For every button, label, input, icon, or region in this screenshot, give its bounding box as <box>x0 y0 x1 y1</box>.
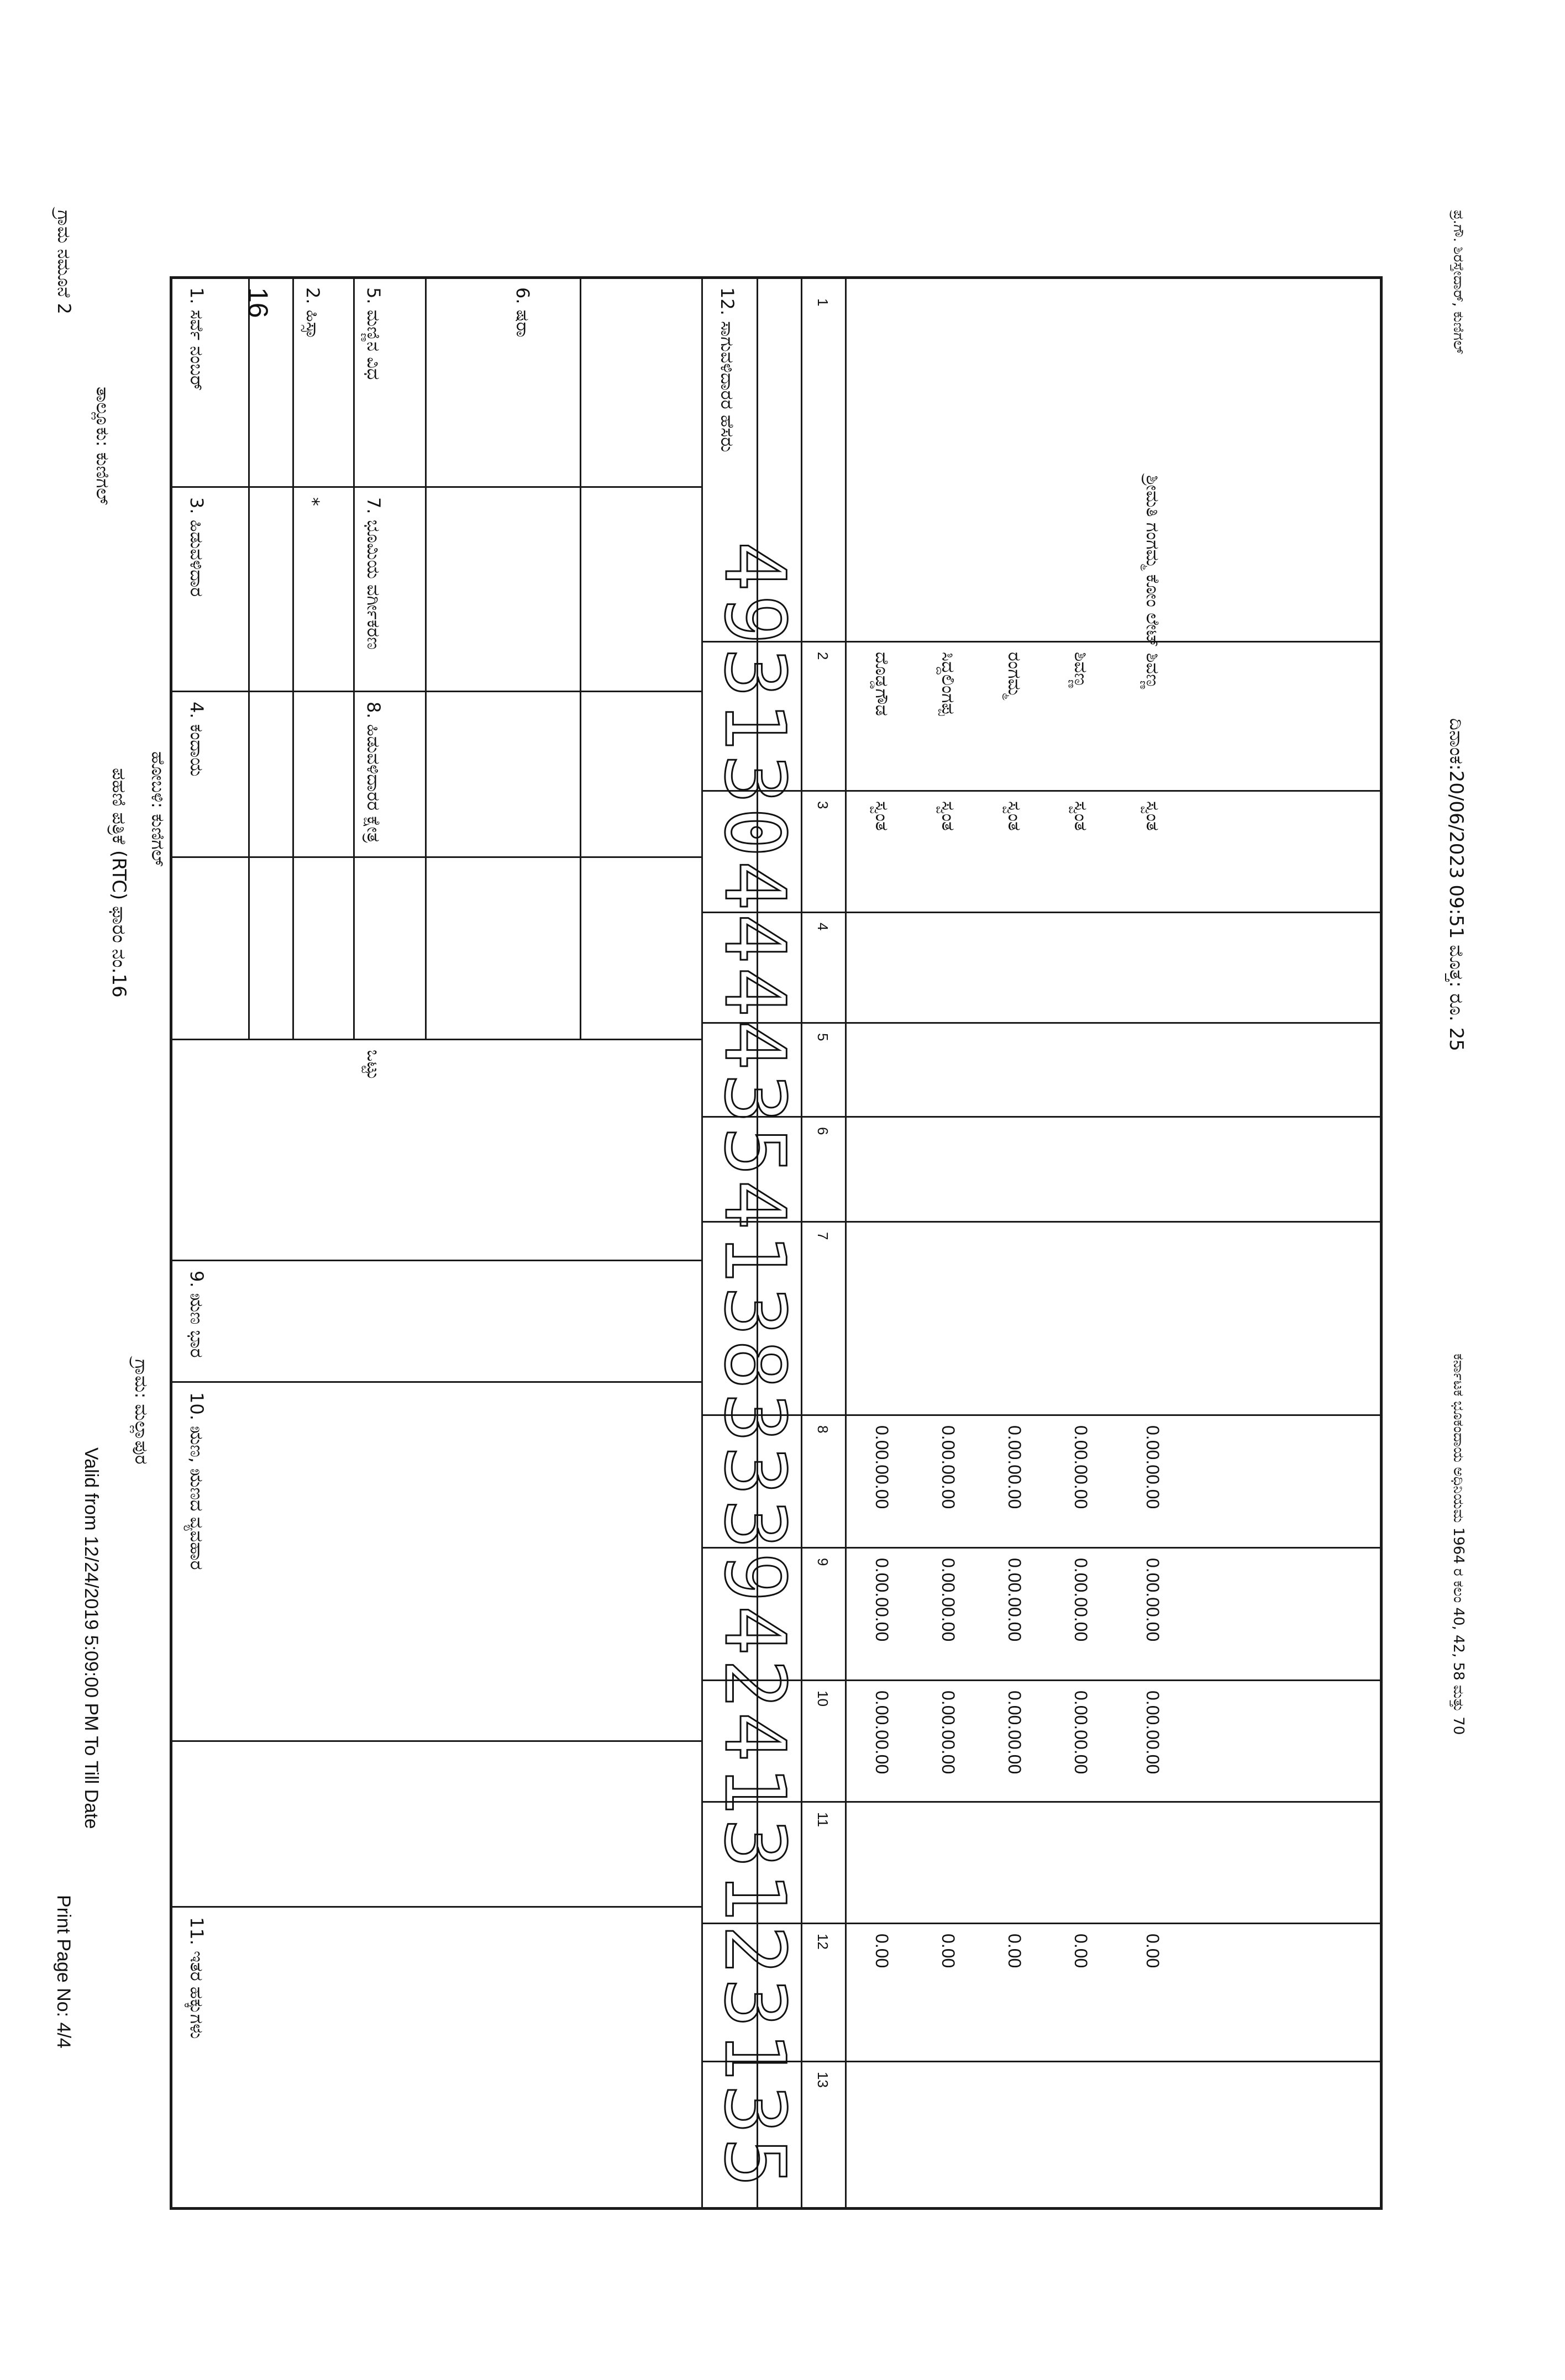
col-line <box>703 790 1383 792</box>
ownership: ಸ್ವಂತ <box>1070 801 1091 831</box>
hobli: ಹೋಬಳಿ: ಕುಣಿಗಲ್ <box>148 751 169 867</box>
col-number: 5 <box>815 1033 831 1041</box>
value-10: 0.00.00.00 <box>1143 1425 1163 1509</box>
col-line <box>172 486 703 488</box>
col-other-rights-label: 11. ಇತರ ಹಕ್ಕುಗಳು <box>186 1917 207 2039</box>
col-liability-label: 9. ಋಣ ಭಾರ <box>186 1271 207 1358</box>
col-holder-label: 3. ಹಿಡುವಳಿದಾರ <box>186 497 207 597</box>
table-top-border <box>170 276 172 2210</box>
col-line <box>172 1039 703 1040</box>
col-line <box>172 1740 703 1742</box>
value-10: 0.00.00.00 <box>938 1425 958 1509</box>
col-soil-label: 5. ಮಣ್ಣಿನ ವಿಧ <box>363 287 384 380</box>
row-line <box>701 276 703 2210</box>
signatory: ಪ್ರ.ಗೌ. ಶಿರಸ್ತೇದಾರ್, ಕುಣಿಗಲ್ <box>1450 210 1467 355</box>
col-line <box>703 1221 1383 1223</box>
col-number: 4 <box>815 923 831 931</box>
col-number: 1 <box>815 298 831 307</box>
col-cultivator-label: 12. ಸಾಗುವಳಿದಾರರ ಹೆಸರು <box>717 287 738 452</box>
print-page-no: Print Page No: 4/4 <box>53 1895 74 2049</box>
value-14: 0.00 <box>872 1934 892 1968</box>
col-number: 7 <box>815 1232 831 1240</box>
col-line <box>703 1679 1383 1681</box>
col-extent-label: 8. ಹಿಡುವಳಿದಾರರ ಕ್ಷೇತ್ರ <box>363 702 384 843</box>
value-10: 0.00.00.00 <box>1071 1425 1091 1509</box>
ownership: ಸ್ವಂತ <box>871 801 892 831</box>
watermark-number: 4931304444354138333942413123135 <box>706 541 802 2191</box>
taluk: ತಾಲ್ಲೂಕು: ಕುಣಿಗಲ್ <box>92 387 113 506</box>
col-classification-label: 7. ಭೂಮಿಯ ವರ್ಗೀಕರಣ <box>363 497 384 650</box>
value-14: 0.00 <box>1005 1934 1025 1968</box>
value-10: 0.00.00.00 <box>1005 1425 1025 1509</box>
col-line <box>703 1547 1383 1549</box>
col-line <box>703 1923 1383 1924</box>
row-line <box>845 276 847 2210</box>
value-11: 0.00.00.00 <box>1071 1558 1091 1642</box>
valid-from: Valid from 12/24/2019 5:09:00 PM To Till Date <box>81 1447 102 1829</box>
col-survey-label: 1. ಸರ್ವೆ ನಂಬರ್ <box>186 287 207 391</box>
cultivator-name: ಸಿದ್ದಲಿಂಗಪ್ಪ <box>938 652 959 716</box>
value-14: 0.00 <box>1143 1934 1163 1968</box>
cultivator-name: ಶಿವಣ್ಣ <box>1070 652 1091 688</box>
col-number: 3 <box>815 801 831 809</box>
col-line <box>172 691 703 692</box>
form-number: ಗ್ರಾಮ ನಮೂನೆ 2 <box>54 210 75 314</box>
cultivator-name: ದೊಡ್ಡಗೌಡ <box>871 652 892 716</box>
cultivator-name: ಶ್ರೀಮತಿ ಗಂಗಮ್ಮ ಕೋಂ ಲೇಟ್ ಶಿವಣ್ಣ <box>1142 475 1163 689</box>
value-11: 0.00.00.00 <box>1143 1558 1163 1642</box>
table-right-border <box>170 2207 1383 2210</box>
value-12: 0.00.00.00 <box>1005 1691 1025 1775</box>
survey-number: 16 <box>243 287 274 318</box>
value-11: 0.00.00.00 <box>1005 1558 1025 1642</box>
col-remarks-label: 6. ಷರಾ <box>512 287 533 338</box>
row-line <box>425 276 427 1039</box>
col-number: 10 <box>815 1691 831 1707</box>
value-10: 0.00.00.00 <box>872 1425 892 1509</box>
value-11: 0.00.00.00 <box>872 1558 892 1642</box>
row-line <box>248 276 250 1039</box>
col-number: 8 <box>815 1425 831 1434</box>
col-line <box>703 1414 1383 1416</box>
col-number: 13 <box>815 2072 831 2088</box>
hissa-value: * <box>302 497 323 506</box>
col-loan-label: 10. ಋಣ, ಋಣದ ವ್ಯವಹಾರ <box>186 1392 207 1570</box>
col-number: 11 <box>815 1812 831 1827</box>
row-line <box>580 276 581 1039</box>
value-12: 0.00.00.00 <box>938 1691 958 1775</box>
col-line <box>703 641 1383 643</box>
value-12: 0.00.00.00 <box>872 1691 892 1775</box>
table-left-border <box>170 276 1383 279</box>
value-11: 0.00.00.00 <box>938 1558 958 1642</box>
document-title: ಪಹಣಿ ಪತ್ರಿಕೆ (RTC) ಫಾರಂ ನಂ.16 <box>108 768 130 998</box>
col-line <box>172 1906 703 1908</box>
col-line <box>172 856 703 858</box>
col-number: 6 <box>815 1127 831 1135</box>
col-number: 2 <box>815 652 831 660</box>
col-line <box>703 912 1383 913</box>
col-total-label: ಒಟ್ಟು <box>363 1050 384 1080</box>
ownership: ಸ್ವಂತ <box>1004 801 1025 831</box>
col-line <box>172 1260 703 1261</box>
ownership: ಸ್ವಂತ <box>1142 801 1163 831</box>
col-line <box>172 1381 703 1383</box>
row-line <box>292 276 294 1039</box>
village: ಗ್ರಾಮ: ಮಲ್ಲಾಪುರ <box>131 1359 152 1465</box>
issue-date: ದಿನಾಂಕ:20/06/2023 09:51 ಮೊತ್ತ: ರೂ. 25 <box>1445 718 1467 1051</box>
table-bottom-border <box>1380 276 1383 2210</box>
value-14: 0.00 <box>1071 1934 1091 1968</box>
value-12: 0.00.00.00 <box>1143 1691 1163 1775</box>
col-revenue-label: 4. ಕಂದಾಯ <box>186 702 207 777</box>
value-14: 0.00 <box>938 1934 958 1968</box>
col-number: 9 <box>815 1558 831 1566</box>
col-line <box>703 2061 1383 2062</box>
col-number: 12 <box>815 1934 831 1950</box>
act-reference: ಕರ್ನಾಟಕ ಭೂಕಂದಾಯ ಅಧಿನಿಯಮ 1964 ರ ಕಲಂ 40, 42, 58 ಮತ್ತು 70 <box>1450 1354 1467 1735</box>
col-line <box>703 1116 1383 1118</box>
col-hissa-label: 2. ಹಿಸ್ಸಾ <box>302 287 323 340</box>
cultivator-name: ರಂಗಮ್ಮ <box>1004 652 1025 698</box>
ownership: ಸ್ವಂತ <box>938 801 959 831</box>
col-line <box>703 1801 1383 1803</box>
value-12: 0.00.00.00 <box>1071 1691 1091 1775</box>
col-line <box>703 1022 1383 1024</box>
row-line <box>353 276 355 1039</box>
